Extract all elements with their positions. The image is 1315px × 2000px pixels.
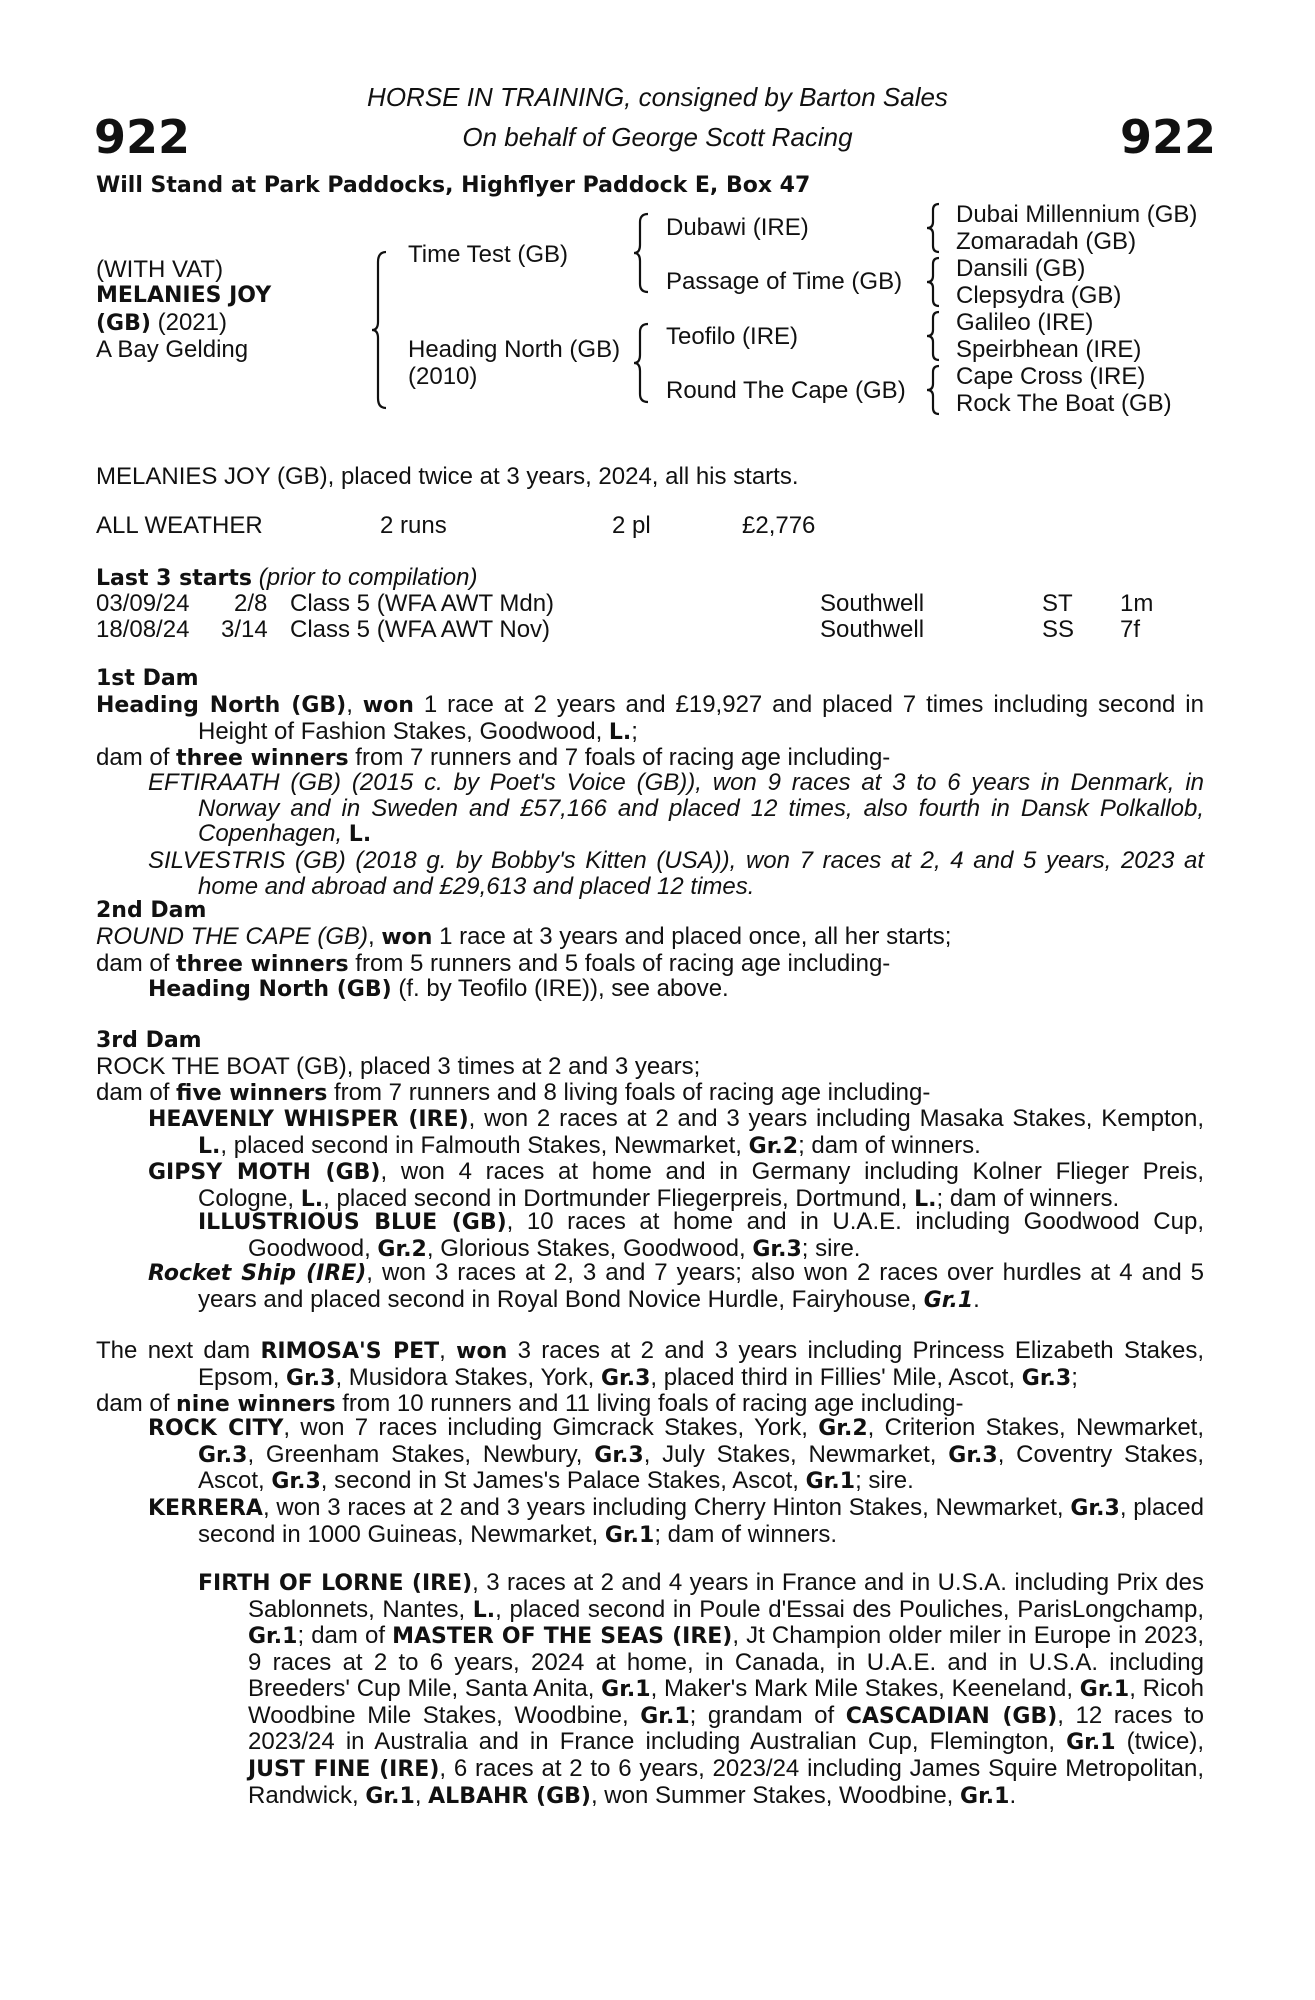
- horse-name: MELANIES JOY: [96, 283, 272, 308]
- start-surface: SS: [1042, 616, 1075, 643]
- group-mark: Gr.3: [752, 1236, 802, 1262]
- group-mark: Gr.3: [286, 1365, 336, 1391]
- dam2-winners: three winners: [176, 951, 349, 977]
- start-date: 03/09/24: [96, 590, 190, 617]
- list-item: [148, 1159, 1204, 1212]
- progeny-text: .: [973, 1285, 980, 1313]
- horse-year: (2021): [157, 309, 227, 336]
- dam3-body: [96, 1054, 1204, 1106]
- group-mark: Gr.1: [248, 1624, 298, 1650]
- dam1-body: [96, 692, 1204, 772]
- group-mark: Gr.3: [1070, 1496, 1120, 1522]
- vendor-line: On behalf of George Scott Racing: [462, 122, 853, 152]
- list-item: [148, 1106, 1204, 1159]
- group-mark: Gr.1: [365, 1783, 415, 1809]
- pedigree-dam-year: (2010): [408, 363, 478, 390]
- pedigree-bracket-g3: [927, 310, 941, 362]
- progeny-text: , Jt Champion older miler in Europe in 2023, 9 races at 2 to 6 years, 2024 at home, in Canada, in U.A.E. and in U.S.A. including Breeders' Cup Mile, Santa Anita,: [248, 1622, 1205, 1702]
- pedigree-bracket-g1: [927, 202, 941, 254]
- dam1-won: won: [362, 693, 414, 718]
- progeny-text: , Greenham Stakes, Newbury,: [247, 1440, 595, 1468]
- start-race: Class 5 (WFA AWT Mdn): [290, 590, 555, 617]
- progeny-text: ; dam of: [297, 1622, 393, 1650]
- next-dam-name: RIMOSA'S PET: [260, 1339, 440, 1364]
- progeny-text: ; sire.: [855, 1467, 914, 1495]
- progeny-name: MASTER OF THE SEAS (IRE): [392, 1624, 733, 1650]
- list-item: SILVESTRIS (GB) (2018 g. by Bobby's Kitten (USA)), won 7 races at 2, 4 and 5 years, 2023 at home and abroad and £29,613 and placed 12 times.: [148, 847, 1204, 900]
- pedigree-bracket-sire: [634, 212, 650, 294]
- group-mark: Gr.1: [805, 1469, 856, 1495]
- progeny-text: , Maker's Mark Mile Stakes, Keeneland,: [650, 1674, 1080, 1702]
- progeny-text: (twice),: [1115, 1728, 1204, 1756]
- dam1-progeny: [148, 770, 1204, 900]
- dam2-record: ROUND THE CAPE (GB), won 1 race at 3 years and placed once, all her starts;: [96, 923, 952, 950]
- next-dam-produce-text: from 10 runners and 11 living foals of racing age including-: [335, 1390, 964, 1418]
- next-dam-text: 3 races at 2 and 3 years including Princess Elizabeth Stakes, Epsom,: [198, 1337, 1204, 1391]
- group-mark: Gr.1: [601, 1676, 651, 1702]
- group-mark: Gr.2: [377, 1236, 427, 1262]
- progeny-text: , 6 races at 2 to 6 years, 2023/24 including James Squire Metropolitan, Randwick,: [248, 1754, 1204, 1809]
- pedigree-g3: Dansili (GB): [956, 255, 1086, 282]
- dam2-text: 1 race at 3 years and placed once, all her starts;: [432, 923, 952, 950]
- listed-mark: L.: [198, 1133, 221, 1159]
- start-position: 3/14: [221, 616, 268, 643]
- list-item: [148, 1415, 1204, 1495]
- horse-description: A Bay Gelding: [96, 336, 249, 363]
- progeny-text: , 3 races at 2 and 4 years in France and in U.S.A. including Prix des Sablonnets, Nantes,: [248, 1569, 1205, 1623]
- group-mark: Gr.1: [640, 1703, 690, 1729]
- pedigree-sire-sire: Dubawi (IRE): [666, 214, 809, 241]
- dam2-produce: [96, 951, 1204, 978]
- progeny-name: JUST FINE (IRE): [248, 1756, 440, 1782]
- listed-mark: L.: [914, 1187, 937, 1213]
- location-line: Will Stand at Park Paddocks, Highflyer Paddock E, Box 47: [96, 173, 811, 198]
- dam3-dam-of: dam of: [96, 1078, 177, 1106]
- progeny-text: , 10 races at home and in U.A.E. including Goodwood Cup, Goodwood,: [248, 1208, 1204, 1262]
- dam3-winners: five winners: [176, 1080, 328, 1106]
- next-dam-intro: The next dam: [96, 1337, 261, 1364]
- dam1-text-end: ;: [631, 717, 638, 745]
- group-mark: Gr.2: [748, 1133, 799, 1159]
- group-mark: Gr.1: [604, 1522, 655, 1548]
- start-course: Southwell: [820, 590, 925, 617]
- progeny-text: ; dam of winners.: [798, 1131, 981, 1159]
- progeny-text: ; dam of winners.: [654, 1520, 838, 1548]
- progeny-name: ROCK CITY: [148, 1416, 284, 1441]
- progeny-text: , won 2 races at 2 and 3 years including Masaka Stakes, Kempton,: [468, 1105, 1204, 1132]
- progeny-text: , Glorious Stakes, Goodwood,: [426, 1234, 753, 1262]
- start-date: 18/08/24: [96, 616, 190, 643]
- start-distance: 1m: [1120, 590, 1154, 617]
- pedigree-dam: Heading North (GB): [408, 336, 621, 363]
- next-dam-progeny-a: [148, 1415, 1204, 1549]
- progeny-text: , won Summer Stakes, Woodbine,: [590, 1781, 961, 1809]
- dam3-progeny-a: [148, 1106, 1204, 1213]
- start-race: Class 5 (WFA AWT Nov): [290, 616, 551, 643]
- list-item: [198, 1570, 1204, 1809]
- dam1-record: Heading North (GB), won 1 race at 2 years and £19,927 and placed 7 times including second in Height of Fashion Stakes, Goodwood, L.;: [96, 691, 1204, 745]
- dam3-progeny-b: [198, 1209, 1204, 1262]
- dam2-produce-text: from 5 runners and 5 foals of racing age including-: [348, 949, 891, 977]
- group-mark: Gr.1: [1079, 1676, 1130, 1702]
- start-course: Southwell: [820, 616, 925, 643]
- progeny-text: , won 3 races at 2, 3 and 7 years; also won 2 races over hurdles at 4 and 5 years and placed second in Royal Bond Novice Hurdle, Fairyhouse,: [198, 1259, 1204, 1313]
- last-starts-note: (prior to compilation): [258, 564, 478, 591]
- progeny-text: ; dam of winners.: [936, 1185, 1120, 1213]
- start-surface: ST: [1042, 590, 1073, 617]
- group-mark: Gr.3: [198, 1442, 248, 1468]
- dam1-progeny-1: EFTIRAATH (GB) (2015 c. by Poet's Voice (GB)), won 9 races at 3 to 6 years in Denmark, in Norway and in Sweden and £57,166 and placed 12 times, also fourth in Dansk Polkallob, Copenhagen,: [148, 769, 1204, 848]
- progeny-text: , Criterion Stakes, Newmarket,: [867, 1414, 1205, 1441]
- horse-country-year: [96, 310, 227, 337]
- group-mark: Gr.1: [1066, 1730, 1116, 1756]
- progeny-text: , second in St James's Palace Stakes, Ascot,: [320, 1467, 806, 1495]
- progeny-text: , won 7 races including Gimcrack Stakes, York,: [283, 1414, 819, 1441]
- progeny-text: ,: [414, 1781, 429, 1809]
- progeny-name: KERRERA: [148, 1496, 263, 1522]
- racing-summary: MELANIES JOY (GB), placed twice at 3 years, 2024, all his starts.: [96, 463, 799, 490]
- pedigree-g6: Speirbhean (IRE): [956, 336, 1142, 363]
- dam2-dam-of: dam of: [96, 949, 177, 977]
- next-dam-text: ;: [1071, 1363, 1078, 1391]
- record-earnings: £2,776: [742, 512, 816, 539]
- vat-note: (WITH VAT): [96, 256, 224, 283]
- progeny-text: , placed second in 1000 Guineas, Newmarket,: [198, 1494, 1204, 1548]
- dam3-produce-text: from 7 runners and 8 living foals of racing age including-: [327, 1078, 931, 1106]
- dam1-heading: 1st Dam: [96, 666, 199, 691]
- pedigree-bracket-main: [372, 250, 388, 410]
- group-mark: Gr.1: [960, 1783, 1010, 1809]
- lot-number-right: 922: [1120, 110, 1217, 164]
- progeny-text: , placed second in Poule d'Essai des Pouliches, ParisLongchamp,: [495, 1595, 1204, 1623]
- progeny-name: GIPSY MOTH (GB): [148, 1160, 381, 1186]
- dam3-record: ROCK THE BOAT (GB), placed 3 times at 2 and 3 years;: [96, 1053, 701, 1080]
- dam2-heading: 2nd Dam: [96, 898, 207, 923]
- dam2-name: ROUND THE CAPE (GB): [96, 923, 369, 950]
- pedigree-g7: Cape Cross (IRE): [956, 363, 1146, 390]
- group-mark: Gr.3: [600, 1365, 651, 1391]
- pedigree-bracket-g2: [927, 256, 941, 308]
- group-mark: Gr.3: [594, 1442, 644, 1468]
- last-starts-title: Last 3 starts: [96, 566, 253, 591]
- progeny-text: , won 3 races at 2 and 3 years including Cherry Hinton Stakes, Newmarket,: [262, 1494, 1071, 1522]
- next-dam-won: won: [456, 1339, 508, 1364]
- listed-mark: L.: [300, 1187, 324, 1213]
- progeny-text: , 12 races to 2023/24 in Australia and in France including Australian Cup, Flemington,: [248, 1701, 1205, 1756]
- group-mark: Gr.3: [1021, 1365, 1072, 1391]
- list-item: [148, 1495, 1204, 1548]
- dam2-progeny-name: Heading North (GB): [148, 977, 392, 1002]
- next-dam-progeny-b: [198, 1570, 1204, 1809]
- dam1-produce: [96, 744, 890, 771]
- pedigree-g8: Rock The Boat (GB): [956, 390, 1172, 417]
- pedigree-g2: Zomaradah (GB): [956, 228, 1137, 255]
- pedigree-bracket-g4: [927, 364, 941, 416]
- group-mark: Gr.3: [271, 1469, 321, 1495]
- last-starts-heading: [96, 565, 477, 592]
- record-runs: 2 runs: [380, 512, 447, 539]
- progeny-text: , placed second in Falmouth Stakes, Newmarket,: [220, 1131, 749, 1159]
- pedigree-dam-sire: Teofilo (IRE): [666, 323, 799, 350]
- pedigree-g4: Clepsydra (GB): [956, 282, 1122, 309]
- progeny-name: ILLUSTRIOUS BLUE (GB): [198, 1210, 507, 1235]
- dam3-heading: 3rd Dam: [96, 1028, 202, 1053]
- pedigree-g5: Galileo (IRE): [956, 309, 1094, 336]
- dam2-body: [96, 924, 1204, 977]
- dam1-winners: three winners: [176, 746, 349, 772]
- pedigree-g1: Dubai Millennium (GB): [956, 201, 1198, 228]
- progeny-text: , Ricoh Woodbine Mile Stakes, Woodbine,: [248, 1674, 1204, 1729]
- dam3-progeny-c: [148, 1260, 1204, 1313]
- list-item: [148, 976, 1204, 1003]
- dam2-progeny-text: (f. by Teofilo (IRE)), see above.: [391, 975, 729, 1002]
- list-item: [198, 1209, 1204, 1262]
- lot-number-left: 922: [94, 110, 191, 164]
- next-dam-body: [96, 1338, 1204, 1418]
- record-placings: 2 pl: [612, 512, 651, 539]
- progeny-name: CASCADIAN (GB): [845, 1703, 1058, 1729]
- dam1-progeny-1-listed: L.: [348, 822, 372, 848]
- dam2-progeny: [148, 976, 1204, 1003]
- progeny-name: FIRTH OF LORNE (IRE): [198, 1571, 473, 1596]
- dam1-text: 1 race at 2 years and £19,927 and placed 7 times including second in Height of Fashion Stakes, Goodwood,: [198, 691, 1204, 745]
- listed-mark: L.: [472, 1597, 496, 1623]
- pedigree-sire: Time Test (GB): [408, 241, 569, 268]
- progeny-text: , Coventry Stakes, Ascot,: [198, 1440, 1205, 1495]
- dam1-name: Heading North (GB): [96, 693, 347, 718]
- consignor-line: HORSE IN TRAINING, consigned by Barton Sales: [367, 82, 948, 112]
- pedigree-sire-dam: Passage of Time (GB): [666, 268, 903, 295]
- next-dam-winners: nine winners: [176, 1392, 336, 1418]
- horse-country: (GB): [96, 311, 151, 336]
- group-mark: Gr.3: [948, 1442, 998, 1468]
- dam1-produce-text: from 7 runners and 7 foals of racing age including-: [348, 744, 891, 772]
- next-dam-dam-of: dam of: [96, 1390, 177, 1418]
- start-distance: 7f: [1120, 616, 1141, 643]
- progeny-name: HEAVENLY WHISPER (IRE): [148, 1107, 469, 1132]
- progeny-name: ALBAHR (GB): [428, 1783, 591, 1809]
- progeny-text: ; sire.: [801, 1234, 861, 1262]
- progeny-name: Rocket Ship (IRE): [148, 1261, 367, 1286]
- start-position: 2/8: [234, 590, 268, 617]
- group-mark: Gr.2: [818, 1416, 868, 1441]
- progeny-text: , placed second in Dortmunder Fliegerpreis, Dortmund,: [323, 1185, 915, 1213]
- group-mark: Gr.1: [923, 1287, 974, 1313]
- progeny-text: ; grandam of: [689, 1701, 846, 1729]
- list-item: [148, 1260, 1204, 1313]
- next-dam-record: The next dam RIMOSA'S PET, won 3 races at 2 and 3 years including Princess Elizabeth Stakes, Epsom, Gr.3, Musidora Stakes, York, Gr.3, placed third in Fillies' Mile, Ascot, Gr.3;: [96, 1337, 1204, 1391]
- pedigree-bracket-dam: [634, 322, 650, 404]
- next-dam-text: , placed third in Fillies' Mile, Ascot,: [650, 1363, 1022, 1391]
- list-item: [148, 770, 1204, 848]
- next-dam-text: , Musidora Stakes, York,: [335, 1363, 601, 1391]
- dam2-won: won: [381, 925, 433, 950]
- progeny-text: , July Stakes, Newmarket,: [643, 1440, 949, 1468]
- dam1-listed: L.: [608, 719, 632, 745]
- dam1-dam-of: dam of: [96, 744, 177, 772]
- dam3-produce: [96, 1080, 1204, 1107]
- progeny-text: .: [1009, 1781, 1017, 1809]
- progeny-text: , won 4 races at home and in Germany including Kolner Flieger Preis, Cologne,: [198, 1158, 1204, 1213]
- record-surface: ALL WEATHER: [96, 512, 263, 539]
- pedigree-dam-dam: Round The Cape (GB): [666, 377, 906, 404]
